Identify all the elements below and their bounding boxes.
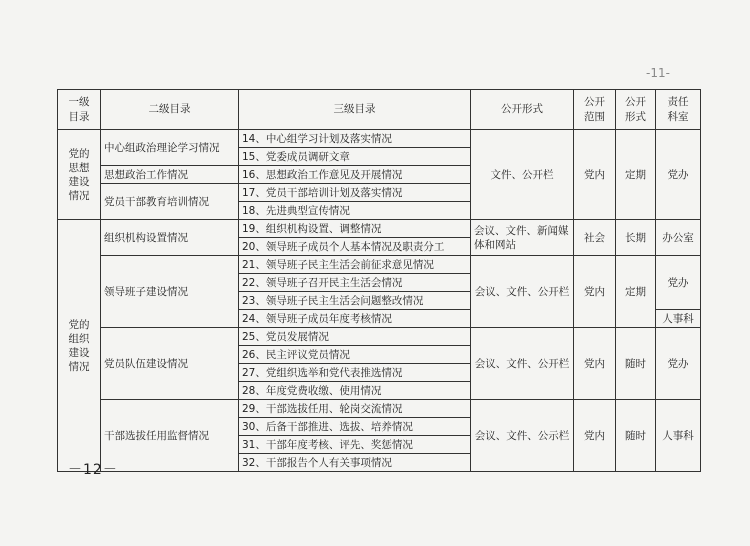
header-method: 公开 形式 xyxy=(616,90,656,130)
header-level1: 一级 目录 xyxy=(58,90,101,130)
dept-cell: 办公室 xyxy=(656,220,701,256)
header-form: 公开形式 xyxy=(471,90,574,130)
level3-cell: 30、后备干部推进、选拔、培养情况 xyxy=(239,418,471,436)
disclosure-table xyxy=(57,89,701,472)
level3-cell: 19、组织机构设置、调整情况 xyxy=(239,220,471,238)
level3-cell: 24、领导班子成员年度考核情况 xyxy=(239,310,471,328)
scope-cell: 党内 xyxy=(574,256,616,328)
scope-cell: 社会 xyxy=(574,220,616,256)
level2-cell: 党员队伍建设情况 xyxy=(101,328,239,400)
page-number: －12－ xyxy=(68,462,118,478)
level2-cell: 中心组政治理论学习情况 xyxy=(101,130,239,166)
header-dept: 责任 科室 xyxy=(656,90,701,130)
level3-cell: 28、年度党费收缴、使用情况 xyxy=(239,382,471,400)
form-cell: 会议、文件、公开栏 xyxy=(471,256,574,328)
level3-cell: 26、民主评议党员情况 xyxy=(239,346,471,364)
method-cell: 随时 xyxy=(616,400,656,472)
level3-cell: 20、领导班子成员个人基本情况及职责分工 xyxy=(239,238,471,256)
table-row xyxy=(58,220,701,238)
level3-cell: 15、党委成员调研文章 xyxy=(239,148,471,166)
level3-cell: 22、领导班子召开民主生活会情况 xyxy=(239,274,471,292)
header-scope: 公开 范围 xyxy=(574,90,616,130)
scope-cell: 党内 xyxy=(574,130,616,220)
method-cell: 随时 xyxy=(616,328,656,400)
table-row xyxy=(58,400,701,418)
header-level2: 二级目录 xyxy=(101,90,239,130)
dept-cell: 人事科 xyxy=(656,310,701,328)
scope-cell: 党内 xyxy=(574,400,616,472)
method-cell: 定期 xyxy=(616,256,656,328)
method-cell: 定期 xyxy=(616,130,656,220)
level3-cell: 31、干部年度考核、评先、奖惩情况 xyxy=(239,436,471,454)
form-cell: 会议、文件、新闻媒体和网站 xyxy=(471,220,574,256)
dept-cell: 党办 xyxy=(656,328,701,400)
level3-cell: 17、党员干部培训计划及落实情况 xyxy=(239,184,471,202)
level1-cell: 党的 组织 建设 情况 xyxy=(58,220,101,472)
level3-cell: 27、党组织选举和党代表推选情况 xyxy=(239,364,471,382)
level2-cell: 领导班子建设情况 xyxy=(101,256,239,328)
level3-cell: 18、先进典型宣传情况 xyxy=(239,202,471,220)
header-row xyxy=(58,90,701,130)
level3-cell: 29、干部选拔任用、轮岗交流情况 xyxy=(239,400,471,418)
level3-cell: 25、党员发展情况 xyxy=(239,328,471,346)
level3-cell: 16、思想政治工作意见及开展情况 xyxy=(239,166,471,184)
form-cell: 会议、文件、公开栏 xyxy=(471,328,574,400)
dept-cell: 党办 xyxy=(656,130,701,220)
form-cell: 文件、公开栏 xyxy=(471,130,574,220)
level3-cell: 14、中心组学习计划及落实情况 xyxy=(239,130,471,148)
page-corner-number: -11- xyxy=(646,66,670,80)
level3-cell: 21、领导班子民主生活会前征求意见情况 xyxy=(239,256,471,274)
level1-cell: 党的 思想 建设 情况 xyxy=(58,130,101,220)
table-row xyxy=(58,130,701,148)
dept-cell: 党办 xyxy=(656,256,701,310)
table-row xyxy=(58,256,701,274)
header-level3: 三级目录 xyxy=(239,90,471,130)
table-row xyxy=(58,328,701,346)
level3-cell: 23、领导班子民主生活会问题整改情况 xyxy=(239,292,471,310)
level2-cell: 党员干部教育培训情况 xyxy=(101,184,239,220)
form-cell: 会议、文件、公示栏 xyxy=(471,400,574,472)
level2-cell: 思想政治工作情况 xyxy=(101,166,239,184)
dept-cell: 人事科 xyxy=(656,400,701,472)
scope-cell: 党内 xyxy=(574,328,616,400)
level2-cell: 组织机构设置情况 xyxy=(101,220,239,256)
level2-cell: 干部选拔任用监督情况 xyxy=(101,400,239,472)
level3-cell: 32、干部报告个人有关事项情况 xyxy=(239,454,471,472)
method-cell: 长期 xyxy=(616,220,656,256)
